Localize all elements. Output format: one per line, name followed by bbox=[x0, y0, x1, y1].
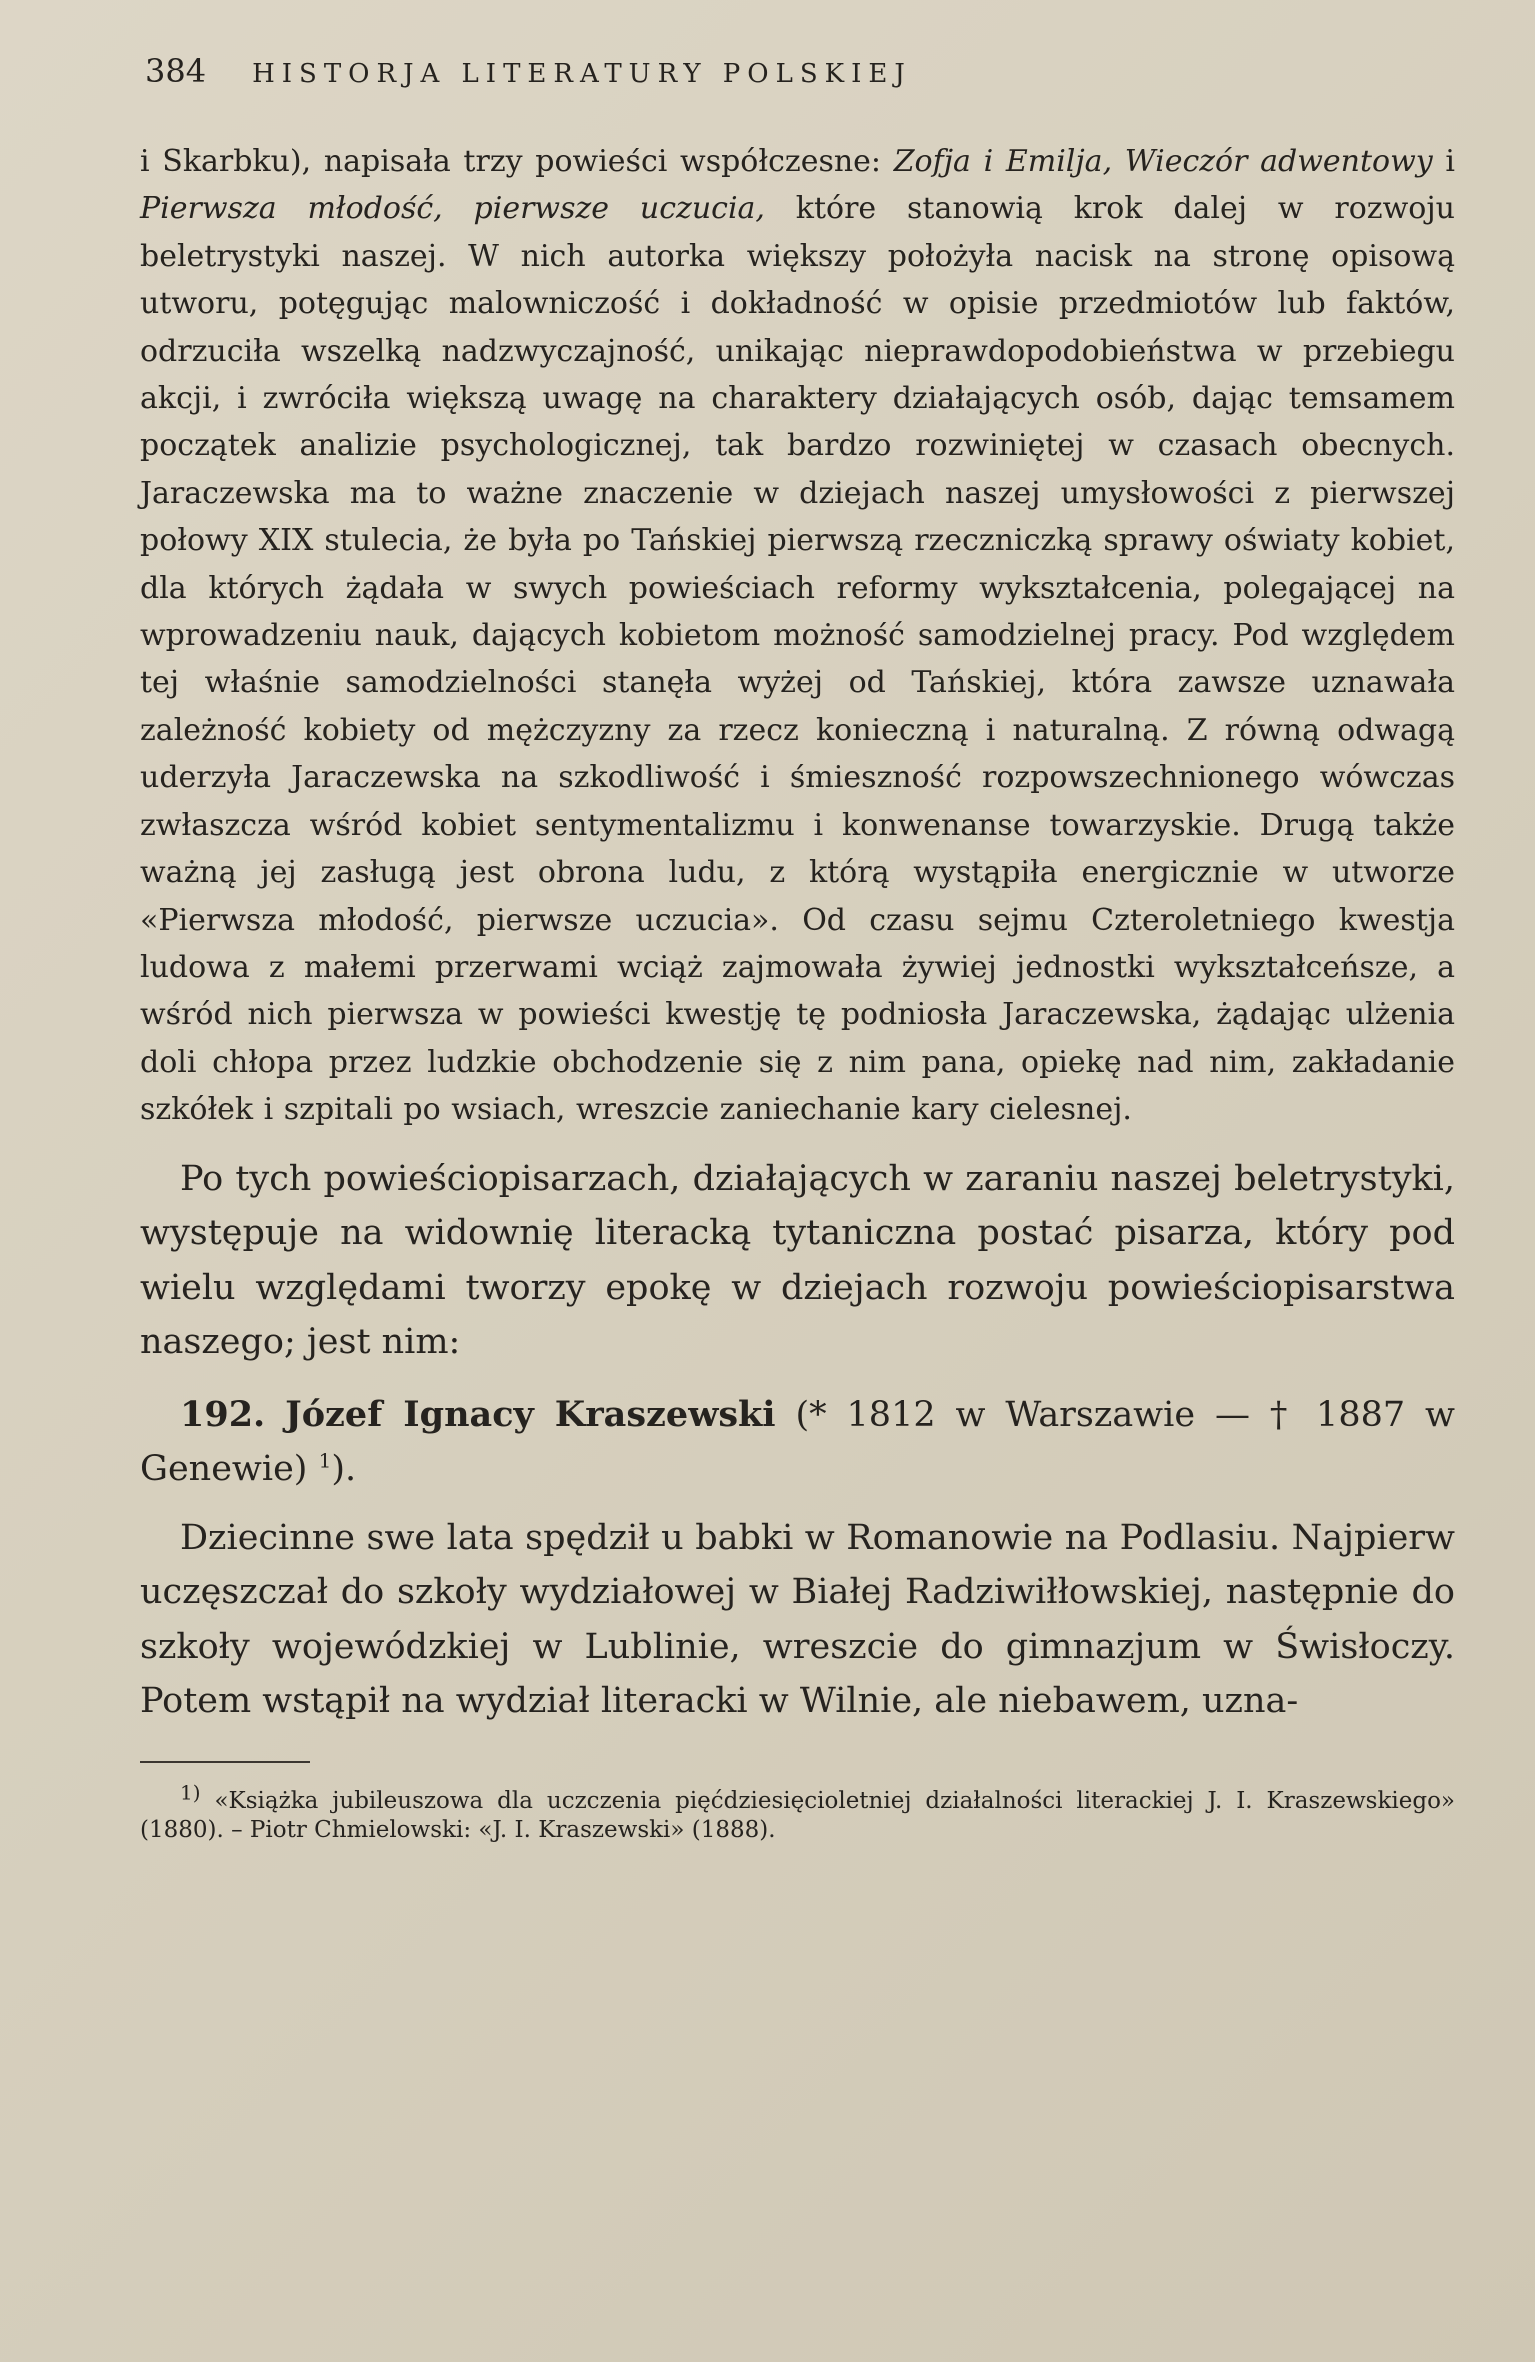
footnote-text: «Książka jubileuszowa dla uczczenia pięćdziesięcioletniej działalności literackiej J. I. Kraszewskiego» (1880). – Piotr Chmielowski: «J. I. Kraszewski» (1888). bbox=[140, 1787, 1455, 1843]
p1-text-2: i bbox=[1432, 144, 1455, 179]
page-number: 384 bbox=[145, 52, 207, 90]
entry-dates: (* 1812 w Warszawie — † 1887 w Genewie) bbox=[140, 1394, 1455, 1490]
p1-title-2: Pierwsza młodość, pierwsze uczucia, bbox=[140, 191, 765, 227]
paragraph-biography: Dziecinne swe lata spędził u babki w Romanowie na Podlasiu. Najpierw uczęszczał do szkoły wydziałowej w Białej Radziwiłłowskiej, następnie do szkoły wojewódzkiej w Lublinie, wreszcie do gimnazjum w Świsłoczy. Potem wstąpił na wydział literacki w Wilnie, ale niebawem, uzna- bbox=[140, 1517, 1455, 1722]
footnote-divider bbox=[140, 1761, 310, 1763]
p1-text-3: które stanowią krok dalej w rozwoju beletrystyki naszej. W nich autorka większy położyła nacisk na stronę opisową utworu, potęgując malowniczość i dokładność w opisie przedmiotów lub faktów, odrzuciła wszelką nadzwyczajność, unikając nieprawdopodobieństwa w przebiegu akcji, i zwróciła większą uwagę na charaktery działających osób, dając temsamem początek analizie psychologicznej, tak bardzo rozwiniętej w czasach obecnych. Jaraczewska ma to ważne znaczenie w dziejach naszej umysłowości z pierwszej połowy XIX stulecia, że była po Tańskiej pierwszą rzeczniczką sprawy oświaty kobiet, dla których żądała w swych powieściach reformy wykształcenia, polegającej na wprowadzeniu nauk, dających kobietom możność samodzielnej pracy. Pod względem tej właśnie samodzielności stanęła wyżej od Tańskiej, która zawsze uznawała zależność kobiety od mężczyzny za rzecz konieczną i naturalną. Z równą odwagą uderzyła Jaraczewska na szkodliwość i śmieszność rozpowszechnionego wówczas zwłaszcza wśród kobiet sentymentalizmu i konwenanse towarzyskie. Drugą także ważną jej zasługą jest obrona ludu, z którą wystąpiła energicznie w utworze «Pierwsza młodość, pierwsze uczucia». Od czasu sejmu Czteroletniego kwestja ludowa z małemi przerwami wciąż zajmowała żywiej jednostki wykształceńsze, a wśród nich pierwsza w powieści kwestję tę podniosła Jaraczewska, żądając ulżenia doli chłopa przez ludzkie obchodzenie się z nim pana, opiekę nad nim, zakładanie szkółek i szpitali po wsiach, wreszcie zaniechanie kary cielesnej. bbox=[140, 191, 1455, 1128]
author-entry-heading bbox=[140, 1388, 1455, 1497]
footnote-mark: 1) bbox=[180, 1779, 201, 1804]
footnote-reference: 1 bbox=[318, 1448, 332, 1473]
p1-title-1: Zofja i Emilja, Wieczór adwentowy bbox=[893, 144, 1433, 179]
entry-author-name: Józef Ignacy Kraszewski bbox=[285, 1393, 776, 1435]
entry-end: ). bbox=[331, 1449, 357, 1490]
entry-number: 192. bbox=[180, 1393, 266, 1435]
p1-text-1: i Skarbku), napisała trzy powieści współczesne: bbox=[140, 144, 894, 179]
running-title: HISTORJA LITERATURY POLSKIEJ bbox=[252, 59, 912, 89]
page-header bbox=[145, 52, 1455, 112]
body-text bbox=[140, 138, 1455, 1845]
footnote bbox=[140, 1779, 1455, 1845]
paragraph-intro-kraszewski: Po tych powieściopisarzach, działających w zaraniu naszej beletrystyki, występuje na widownię literacką tytaniczna postać pisarza, który pod wielu względami tworzy epokę w dziejach rozwoju powieściopisarstwa naszego; jest nim: bbox=[140, 1158, 1455, 1363]
paragraph-jaraczewska bbox=[140, 138, 1455, 1134]
